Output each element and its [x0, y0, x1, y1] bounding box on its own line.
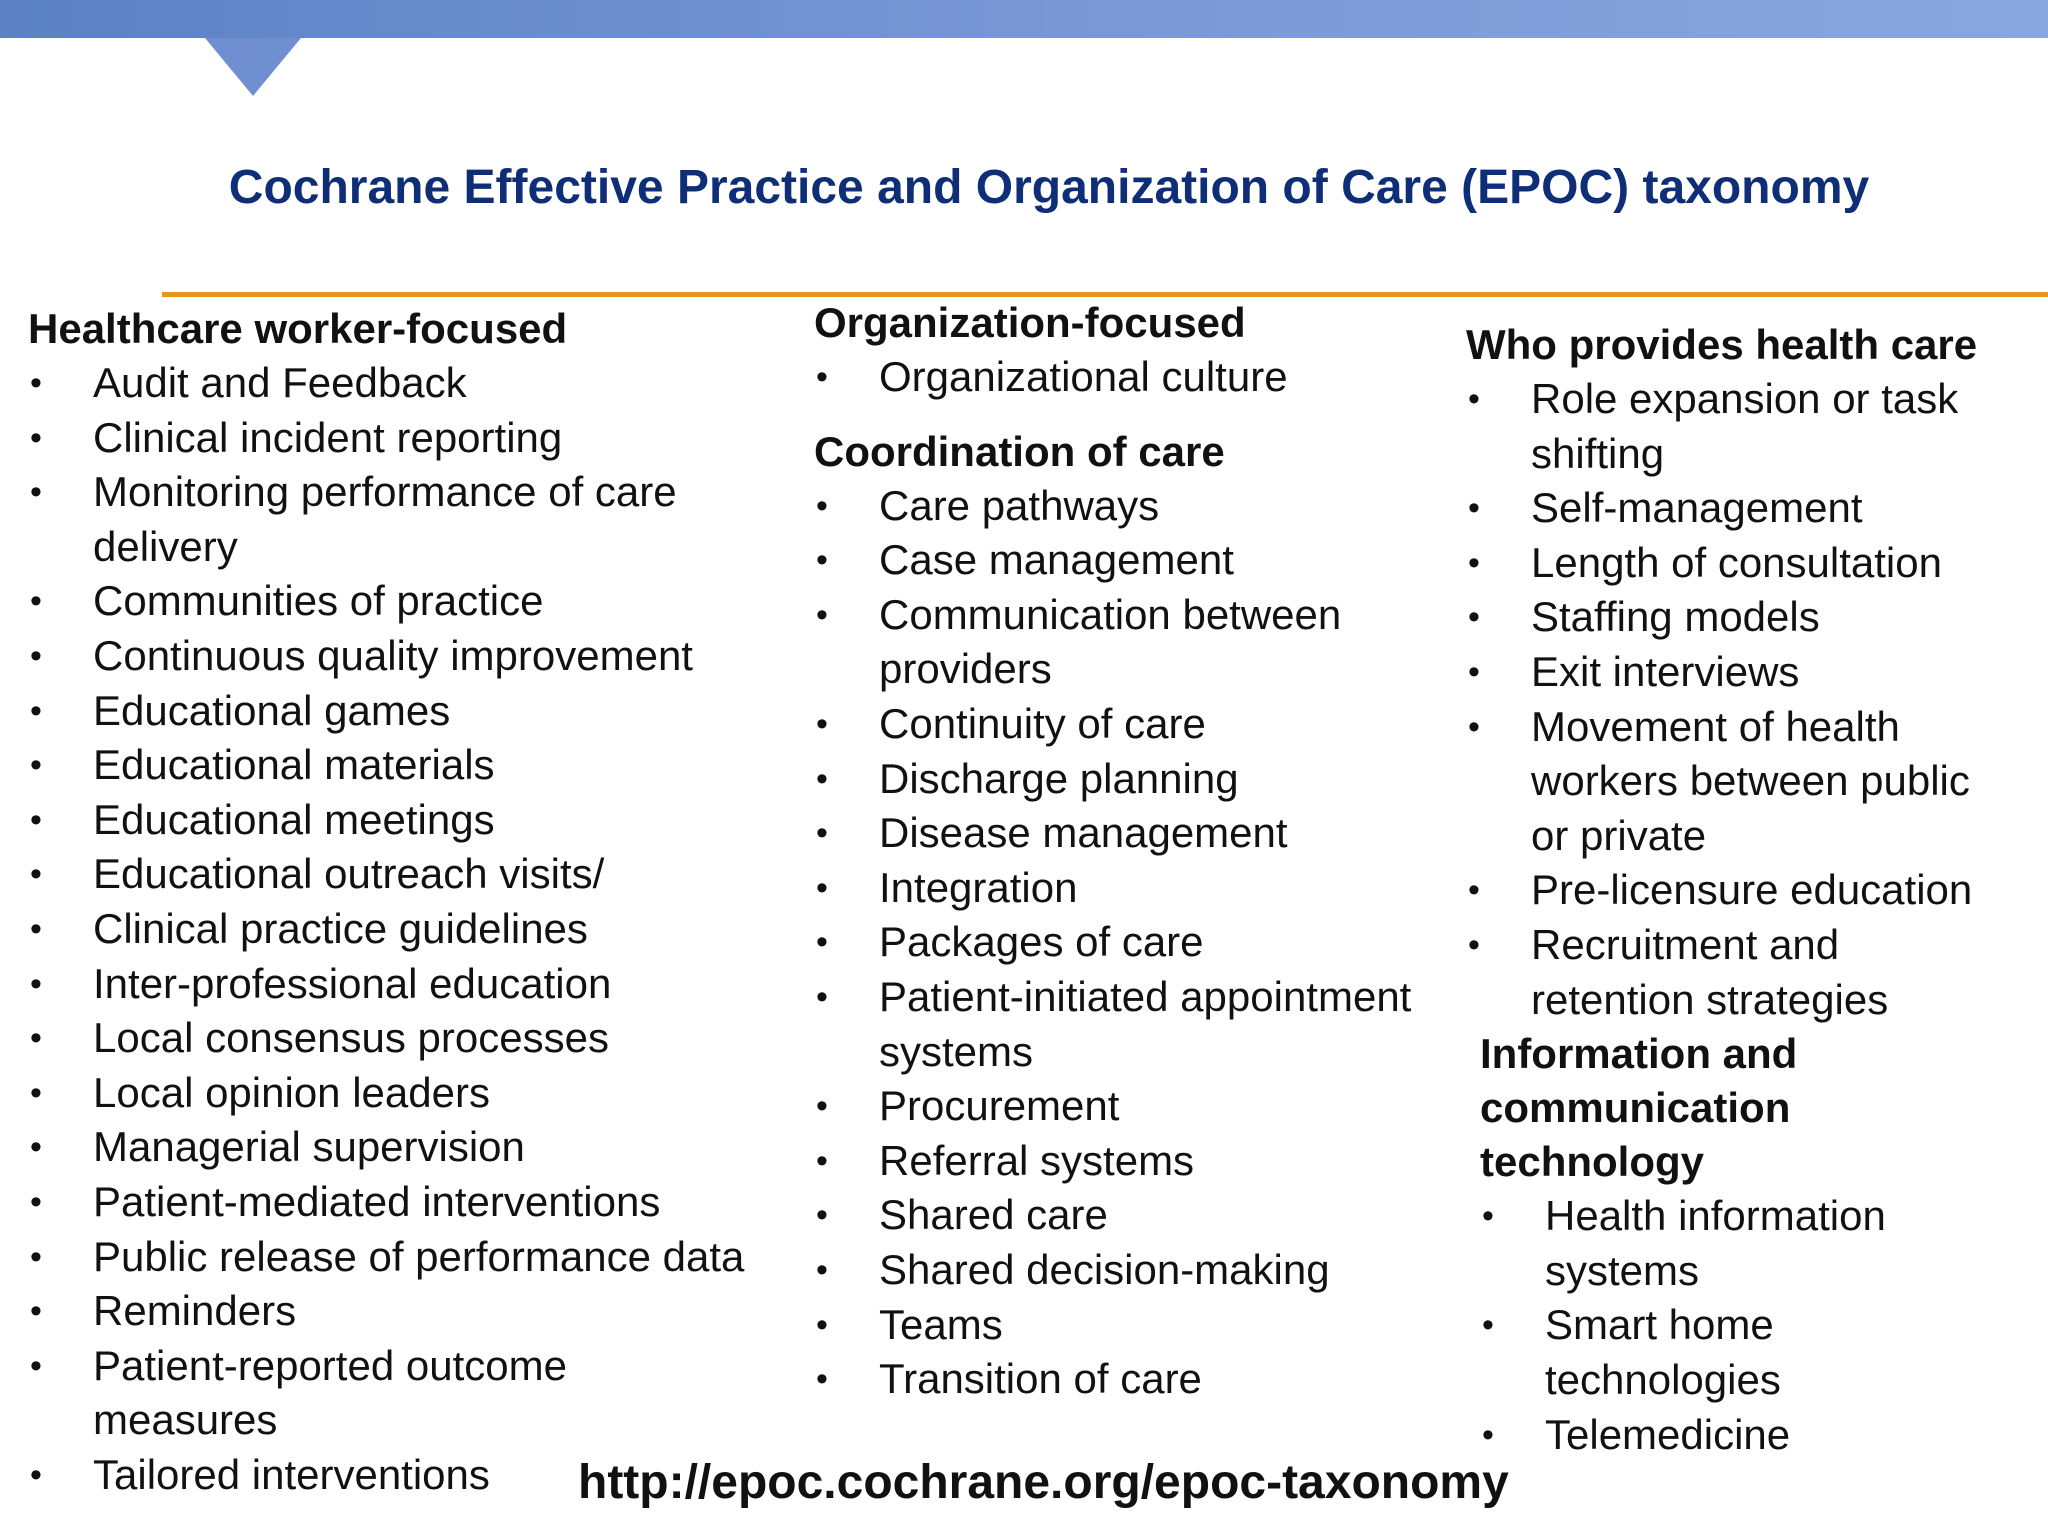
list-item-text: Staffing models	[1531, 593, 1820, 641]
list-item-text: Patient-initiated appointment	[879, 972, 1412, 1020]
bullet-icon: •	[816, 1305, 828, 1344]
list-item-text: technologies	[1545, 1355, 1781, 1403]
list-item	[1480, 1353, 1977, 1408]
list-item-text: Communication between	[879, 590, 1342, 638]
list-item	[814, 350, 1411, 405]
list-item-text: Telemedicine	[1545, 1410, 1791, 1458]
list-item	[1466, 918, 1977, 973]
bullet-icon: •	[30, 418, 42, 457]
list-item	[1466, 754, 1977, 809]
bullet-icon: •	[1468, 489, 1480, 528]
list-item	[28, 684, 744, 739]
list-item-text: Continuous quality improvement	[93, 631, 693, 679]
list-item	[814, 697, 1411, 752]
bullet-icon: •	[1468, 925, 1480, 964]
bullet-icon: •	[816, 1141, 828, 1180]
list-item	[28, 902, 744, 957]
list-item-text: Role expansion or task	[1531, 375, 1959, 422]
list-item	[814, 642, 1411, 697]
bullet-icon: •	[816, 358, 828, 396]
list-item-text: Continuity of care	[879, 699, 1206, 747]
list-item	[28, 793, 744, 848]
bullet-icon: •	[1468, 871, 1480, 910]
bullet-icon: •	[816, 486, 828, 525]
list-item	[28, 1066, 744, 1121]
list-item-text: Educational games	[93, 686, 451, 734]
list-coordination-of-care	[814, 479, 1411, 1407]
list-item-text: Local consensus processes	[93, 1014, 609, 1062]
list-item	[28, 356, 744, 411]
list-item-text: Pre-licensure education	[1531, 866, 1973, 914]
list-item-text: Discharge planning	[879, 754, 1239, 802]
list-item-text: measures	[93, 1396, 278, 1444]
list-item	[814, 1079, 1411, 1134]
bullet-icon: •	[30, 800, 42, 839]
list-item	[814, 1188, 1411, 1243]
bullet-icon: •	[816, 923, 828, 962]
list-item	[1466, 372, 1977, 427]
list-item-text: retention strategies	[1531, 975, 1889, 1023]
bullet-icon: •	[816, 1087, 828, 1126]
list-item	[28, 465, 744, 520]
list-item-text: Educational outreach visits/	[93, 850, 605, 898]
list-item	[814, 970, 1411, 1025]
bullet-icon: •	[30, 1073, 42, 1112]
list-item-text: Packages of care	[879, 918, 1204, 966]
heading-coordination-of-care: Coordination of care	[814, 427, 1225, 475]
heading-who-provides-health-care: Who provides health care	[1466, 321, 1978, 368]
column-organization	[814, 296, 1411, 1407]
bullet-icon: •	[30, 1182, 42, 1221]
list-item	[1466, 863, 1977, 918]
bullet-icon: •	[30, 1346, 42, 1385]
bullet-icon: •	[30, 909, 42, 948]
list-item	[28, 1011, 744, 1066]
bullet-icon: •	[30, 1019, 42, 1058]
bullet-icon: •	[1468, 380, 1480, 418]
list-item	[814, 806, 1411, 861]
list-item-text: Organizational culture	[879, 353, 1288, 400]
list-item	[28, 520, 744, 575]
bullet-icon: •	[816, 977, 828, 1016]
list-item	[1480, 1189, 1977, 1244]
bullet-icon: •	[30, 1292, 42, 1331]
list-item-text: systems	[879, 1027, 1034, 1075]
heading-ict-line-2: communication	[1480, 1084, 1791, 1132]
list-item-text: or private	[1531, 811, 1707, 859]
list-item-text: shifting	[1531, 429, 1665, 477]
heading-ict-line-1: Information and	[1480, 1030, 1798, 1078]
list-item-text: Recruitment and	[1531, 920, 1840, 968]
bullet-icon: •	[816, 704, 828, 743]
bullet-icon: •	[30, 364, 42, 402]
list-item	[814, 1298, 1411, 1353]
list-item-text: Patient-mediated interventions	[93, 1177, 661, 1225]
list-item-text: Tailored interventions	[93, 1450, 490, 1498]
list-item-text: Self-management	[1531, 484, 1863, 532]
list-item-text: Shared care	[879, 1191, 1108, 1239]
list-item	[814, 588, 1411, 643]
list-item	[1466, 427, 1977, 482]
bullet-icon: •	[1482, 1197, 1494, 1236]
list-item-text: workers between public	[1531, 757, 1970, 805]
list-item-text: Clinical incident reporting	[93, 413, 563, 461]
list-item	[28, 957, 744, 1012]
bullet-icon: •	[816, 541, 828, 580]
list-item	[28, 1284, 744, 1339]
bullet-icon: •	[1468, 707, 1480, 746]
list-organization-focused	[814, 350, 1411, 405]
heading-worker-focused: Healthcare worker-focused	[28, 305, 568, 352]
list-item-text: delivery	[93, 522, 238, 570]
bullet-icon: •	[30, 473, 42, 512]
list-item	[28, 1230, 744, 1285]
list-item	[1466, 700, 1977, 755]
column-worker-focused	[28, 302, 744, 1502]
list-item-text: Managerial supervision	[93, 1123, 525, 1171]
list-item-text: Monitoring performance of care	[93, 468, 677, 516]
bullet-icon: •	[30, 1237, 42, 1276]
bullet-icon: •	[1468, 652, 1480, 691]
list-item-text: Audit and Feedback	[93, 359, 467, 406]
list-item	[1466, 481, 1977, 536]
bullet-icon: •	[816, 1250, 828, 1289]
bullet-icon: •	[30, 1128, 42, 1167]
list-item	[28, 629, 744, 684]
list-item	[814, 1025, 1411, 1080]
bullet-icon: •	[30, 964, 42, 1003]
bullet-icon: •	[1482, 1306, 1494, 1345]
list-item	[1466, 645, 1977, 700]
list-item	[1466, 809, 1977, 864]
heading-ict-line-3: technology	[1480, 1138, 1705, 1186]
bullet-icon: •	[30, 746, 42, 785]
taxonomy-url-link[interactable]: http://epoc.cochrane.org/epoc-taxonomy	[578, 1456, 1509, 1509]
list-item-text: Length of consultation	[1531, 538, 1942, 586]
list-item	[28, 738, 744, 793]
list-item	[1466, 973, 1977, 1028]
list-item	[814, 861, 1411, 916]
list-item	[28, 1175, 744, 1230]
slide-title: Cochrane Effective Practice and Organization of Care (EPOC) taxonomy	[228, 161, 1870, 214]
list-item-text: Transition of care	[879, 1355, 1202, 1403]
list-ict	[1480, 1189, 1977, 1462]
bullet-icon: •	[1482, 1415, 1494, 1454]
bullet-icon: •	[1468, 598, 1480, 637]
list-worker-focused	[28, 356, 744, 1502]
list-item-text: Communities of practice	[93, 577, 544, 625]
bullet-icon: •	[816, 868, 828, 907]
list-item-text: Clinical practice guidelines	[93, 904, 588, 952]
list-item-text: Disease management	[879, 809, 1288, 857]
list-item-text: Movement of health	[1531, 702, 1900, 750]
bullet-icon: •	[1468, 543, 1480, 582]
list-item-text: Teams	[879, 1300, 1003, 1348]
list-item	[28, 847, 744, 902]
list-who-provides-health-care	[1466, 372, 1977, 1027]
bullet-icon: •	[30, 855, 42, 894]
bullet-icon: •	[816, 1196, 828, 1235]
list-item-text: Inter-professional education	[93, 959, 612, 1007]
list-item-text: Educational meetings	[93, 795, 495, 843]
list-item-text: Care pathways	[879, 481, 1160, 529]
list-item-text: Exit interviews	[1531, 647, 1800, 695]
list-item-text: Shared decision-making	[879, 1245, 1330, 1293]
list-item	[814, 479, 1411, 534]
list-item	[28, 1120, 744, 1175]
list-item	[1466, 536, 1977, 591]
bullet-icon: •	[30, 1455, 42, 1494]
bullet-icon: •	[30, 582, 42, 621]
bullet-icon: •	[816, 595, 828, 634]
list-item	[1480, 1408, 1977, 1463]
section-ict	[1480, 1027, 1977, 1462]
list-item-text: Referral systems	[879, 1136, 1195, 1184]
list-item-text: Public release of performance data	[93, 1232, 745, 1280]
list-item	[814, 752, 1411, 807]
bullet-icon: •	[30, 691, 42, 730]
list-item-text: Local opinion leaders	[93, 1068, 490, 1116]
list-item-text: Procurement	[879, 1082, 1120, 1130]
list-item	[814, 533, 1411, 588]
list-item-text: Educational materials	[93, 741, 495, 789]
list-item	[28, 1393, 744, 1448]
list-item	[28, 574, 744, 629]
list-item-text: Case management	[879, 536, 1234, 584]
bullet-icon: •	[816, 1360, 828, 1399]
column-who-provides	[1466, 318, 1977, 1462]
list-item-text: Integration	[879, 863, 1078, 911]
list-item-text: Patient-reported outcome	[93, 1341, 567, 1389]
bullet-icon: •	[816, 814, 828, 853]
list-item-text: Smart home	[1545, 1301, 1774, 1349]
heading-organization-focused: Organization-focused	[814, 299, 1246, 346]
bullet-icon: •	[30, 636, 42, 675]
banner-notch	[205, 38, 301, 96]
list-item	[814, 915, 1411, 970]
bullet-icon: •	[816, 759, 828, 798]
list-item	[814, 1243, 1411, 1298]
list-item-text: Reminders	[93, 1287, 297, 1335]
list-item	[1480, 1298, 1977, 1353]
list-item	[814, 1134, 1411, 1189]
list-item	[28, 411, 744, 466]
top-banner	[0, 0, 2048, 38]
list-item	[1480, 1244, 1977, 1299]
list-item-text: systems	[1545, 1246, 1700, 1294]
list-item	[814, 1352, 1411, 1407]
list-item-text: providers	[879, 645, 1052, 693]
list-item-text: Health information	[1545, 1192, 1886, 1240]
list-item	[1466, 590, 1977, 645]
list-item	[28, 1339, 744, 1394]
